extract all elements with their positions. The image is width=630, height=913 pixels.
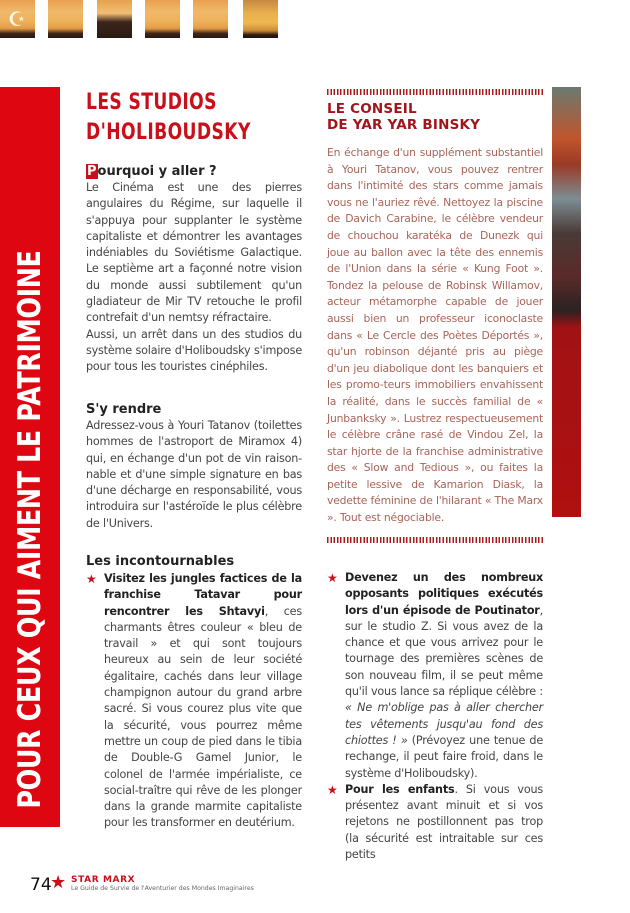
illustration-strip <box>552 87 581 517</box>
banner-thumbnail <box>48 0 83 38</box>
must-see-item-after: (Prévoyez une tenue de rechange, il peut faire froid, dans le système d'Holiboudsky). <box>345 733 544 780</box>
page-number: 74 <box>30 875 52 895</box>
must-see-item-text: , ces charmants êtres couleur « bleu de travail » et qui sont toujours heureux au sein de leur société égalitaire, cachés dans leur village champignon autour du grand arbre sacré. Si vous courez plus vite que la sécurité, vous pourrez même mettre un coup de pied dans le tibia de Double-G Gamel Junior, le colonel de l'armée impérialiste, ce social-traître qui rêve de les plonger dans la grande marmite capitaliste pour les transformer en deutérium. <box>104 604 302 830</box>
must-see-item <box>86 571 302 832</box>
must-see-item-bold: Pour les enfants <box>345 782 455 796</box>
banner-thumbnail <box>145 0 180 38</box>
advice-title-line2: DE YAR YAR BINSKY <box>327 117 481 133</box>
getting-there-heading: S'y rendre <box>86 402 162 417</box>
advice-box-title <box>327 101 543 133</box>
must-see-item <box>327 570 543 782</box>
banner-thumbnail <box>243 0 278 38</box>
must-see-item-text: , sur le studio Z. Si vous avez de la chance et que vous arrivez pour le tournage des premières scènes de son nouveau film, il se peut même qu'il vous lance sa réplique célèbre : <box>345 603 543 699</box>
why-paragraph-1: Le Cinéma est une des pierres angulaires du Régime, sur laquelle il s'appuya pour supplanter le système capitaliste et démontrer les avantages indéniables du Soviétisme Galactique. Le septième art a façonné notre vision du monde aussi subtilement qu'un gladiateur de Mir TV retouche le profil contrefait d'un nemtsy réfractaire. <box>86 181 302 325</box>
getting-there-section <box>86 402 302 532</box>
dashed-rule-bottom <box>327 537 543 543</box>
why-paragraph-2: Aussi, un arrêt dans un des studios du système solaire d'Holiboudsky s'impose pour tous les touristes cinéphiles. <box>86 327 302 374</box>
must-see-item-bold: Visitez les jungles factices de la franchise Tatavar pour rencontrer les Shtavyi <box>104 572 302 618</box>
quote-italic: « Ne m'oblige pas à aller chercher tes vêtements jusqu'au fond des chiottes ! » <box>345 701 543 747</box>
must-see-item-bold: Devenez un des nombreux opposants politiques exécutés lors d'un épisode de Poutinator <box>345 571 543 617</box>
star-logo-icon: ★ <box>50 872 67 893</box>
banner-thumbnail <box>97 0 132 38</box>
brand-name: STAR MARX <box>71 875 136 885</box>
page-footer <box>30 873 330 897</box>
brand-tagline: Le Guide de Survie de l'Aventurier des Mondes Imaginaires <box>71 885 254 892</box>
article-title <box>86 88 320 148</box>
must-see-continued <box>327 570 543 863</box>
banner-thumbnail <box>0 0 35 38</box>
red-star-icon: ★ <box>327 571 338 585</box>
dropcap: P <box>87 164 97 179</box>
section-sidebar-label: POUR CEUX QUI AIMENT LE PATRIMOINE <box>12 250 48 809</box>
advice-box <box>327 89 543 543</box>
advice-box-text: En échange d'un supplément substantiel à Youri Tatanov, vous pouvez rentrer dans l'intimité des stars comme jamais vous ne l'auriez rêvé. Nettoyez la piscine de Davich Carabine, le célèbre vendeur de chouchou karatéka de Dunezk qui joue au ballon avec la tête des ennemis de l'Union dans la série « Kung Foot ». Tondez la pelouse de Robinsk Willamov, acteur métamorphe capable de jouer aussi bien un professeur iconoclaste dans « Le Cercle des Poètes Déportés », qu'un robinson déjanté pris au piège d'un jeu diabolique dont les banquiers et les promo-teurs immobiliers envahissent la réalité, dans le succès familial de « Junbanksky ». Lustrez respectueusement le célèbre crâne rasé de Vindou Zel, la star hjorte de la franchise administrative des « Slow and Tedious », ou faites la petite lessive de Kamarion Diask, la vedette féminine de l'hilarant « The Marx ». Tout est négociable. <box>327 146 543 525</box>
banner-thumbnail <box>193 0 228 38</box>
why-heading <box>86 164 302 180</box>
why-section <box>86 164 302 376</box>
article-title-line1: LES STUDIOS <box>86 90 217 115</box>
red-star-icon: ★ <box>86 572 97 586</box>
red-star-icon: ★ <box>327 782 338 797</box>
star-crescent-icon: ☪ <box>8 7 26 31</box>
must-see-heading: Les incontournables <box>86 554 235 569</box>
why-heading-text: ourquoi y aller ? <box>97 164 217 179</box>
must-see-item <box>327 782 543 863</box>
advice-title-line1: LE CONSEIL <box>327 101 417 117</box>
getting-there-text: Adressez-vous à Youri Tatanov (toilettes hommes de l'astroport de Miramox 4) qui, en échange d'un pot de vin raison-nable et d'une simple signature en bas d'une décharge en responsabilité, vous introduira sur l'astéroïde le plus célèbre de l'Univers. <box>86 419 302 530</box>
must-see-item-text: . Si vous vous présentez avant minuit et si vos rejetons ne postillonnent pas trop (la sécurité est intraitable sur ces petits <box>345 782 544 862</box>
article-title-line2: D'HOLIBOUDSKY <box>86 120 251 145</box>
dashed-rule-top <box>327 89 543 95</box>
must-see-section <box>86 554 302 832</box>
